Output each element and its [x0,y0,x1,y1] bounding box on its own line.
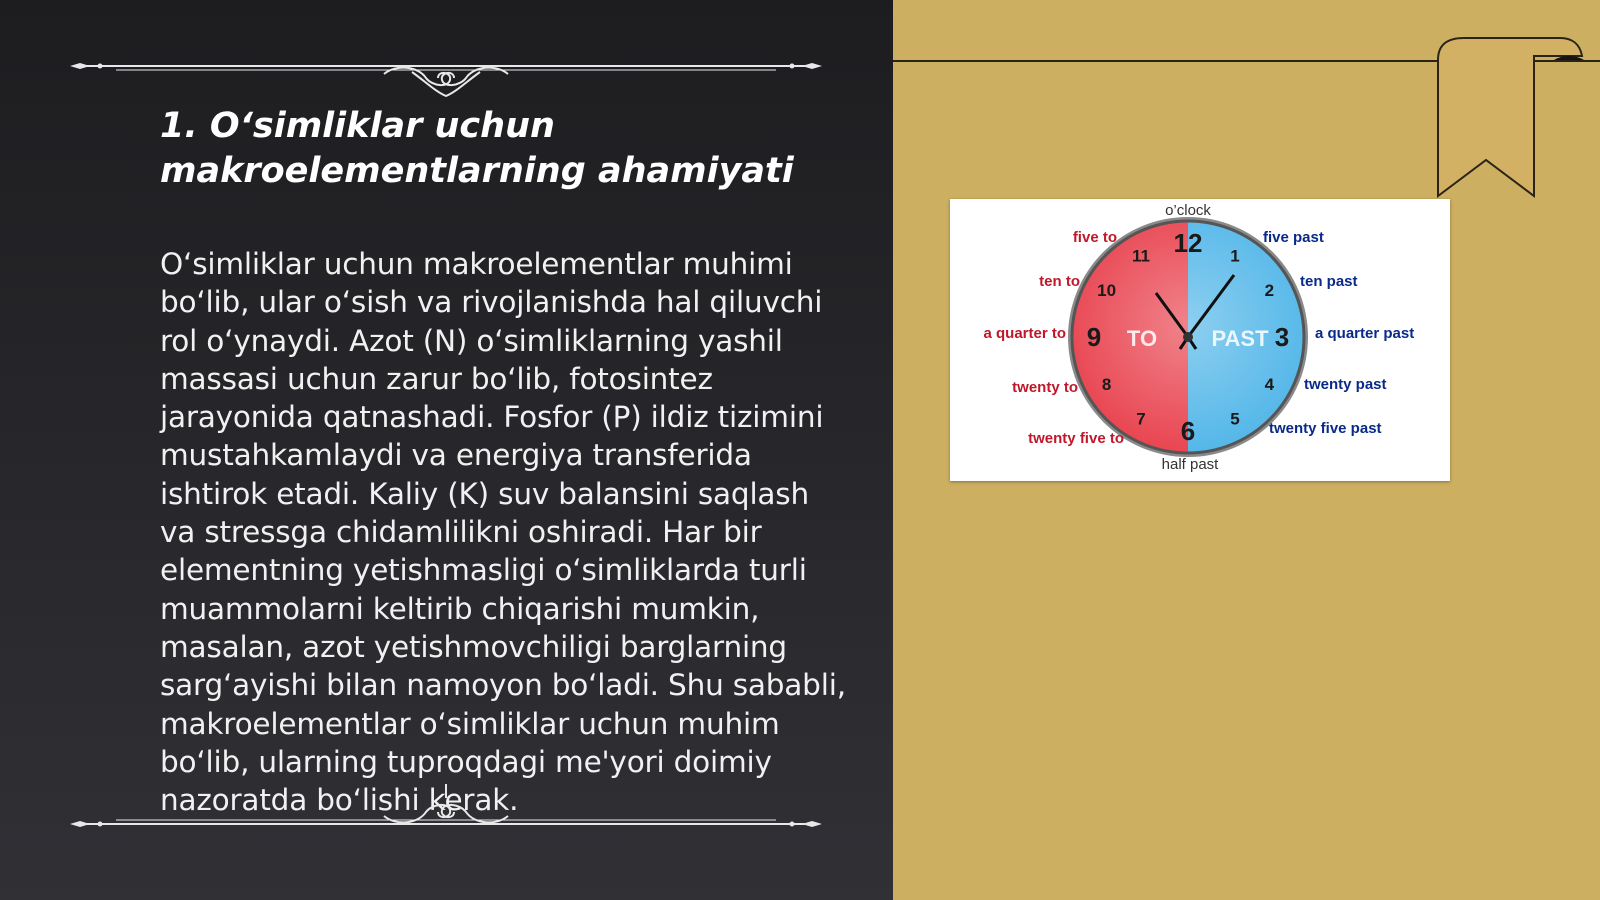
clock-number: 3 [1274,322,1290,352]
label-half-past: half past [1161,456,1219,473]
ornament-top [66,52,826,102]
clock-number: 9 [1086,322,1102,352]
label-ten-past: ten past [1300,273,1358,290]
clock-number: 1 [1230,246,1240,266]
clock-number: 10 [1097,281,1117,300]
clock-image [950,199,1450,481]
label-twenty-five-to: twenty five to [1028,430,1124,447]
label-twenty-five-past: twenty five past [1269,420,1382,437]
clock-past-label: PAST [1211,326,1269,351]
label-oclock: o’clock [1165,202,1211,219]
label-twenty-to: twenty to [1012,379,1078,396]
label-quarter-to: a quarter to [983,325,1066,342]
clock-number: 4 [1264,375,1275,394]
label-five-to: five to [1072,229,1117,246]
label-twenty-past: twenty past [1304,376,1387,393]
ornament-bottom [66,780,826,830]
clock-number: 12 [1173,228,1203,258]
slide-body-text: O‘simliklar uchun makroelementlar muhimi bo‘lib, ular o‘sish va rivojlanishda hal qiluvchi rol o‘ynaydi. Azot (N) o‘simliklarning yashil massasi uchun zarur bo‘lib, fotosintez jarayonida qatnashadi. Fosfor (P) ildiz tizimini mustahkamlaydi va energiya transferida ishtirok etadi. Kaliy (K) suv balansini saqlash va stressga chidamlilikni oshiradi. Har bir elementning yetishmasligi o‘simliklarda turli muammolarni keltirib chiqarishi mumkin, masalan, azot yetishmovchiligi barglarning sarg‘ayishi bilan namoyon bo‘ladi. Shu sababli, makroelementlar o‘simliklar uchun muhim bo‘lib, ularning tuproqdagi me'yori doimiy nazoratda bo‘lishi kerak. [160,247,846,818]
clock-diagram [950,199,1450,481]
bookmark-ribbon-icon [1430,34,1600,199]
clock-to-label: TO [1126,326,1158,351]
clock-number: 11 [1132,246,1150,266]
clock-number: 8 [1101,375,1112,394]
label-five-past: five past [1263,229,1324,246]
clock-number: 2 [1264,281,1275,300]
label-quarter-past: a quarter past [1315,325,1415,342]
clock-number: 6 [1180,416,1196,446]
clock-number: 7 [1136,409,1146,429]
clock-number: 5 [1230,409,1240,429]
label-ten-to: ten to [1039,273,1080,290]
slide-title: 1. O‘simliklar uchun makroelementlarning ahamiyati [160,106,794,191]
